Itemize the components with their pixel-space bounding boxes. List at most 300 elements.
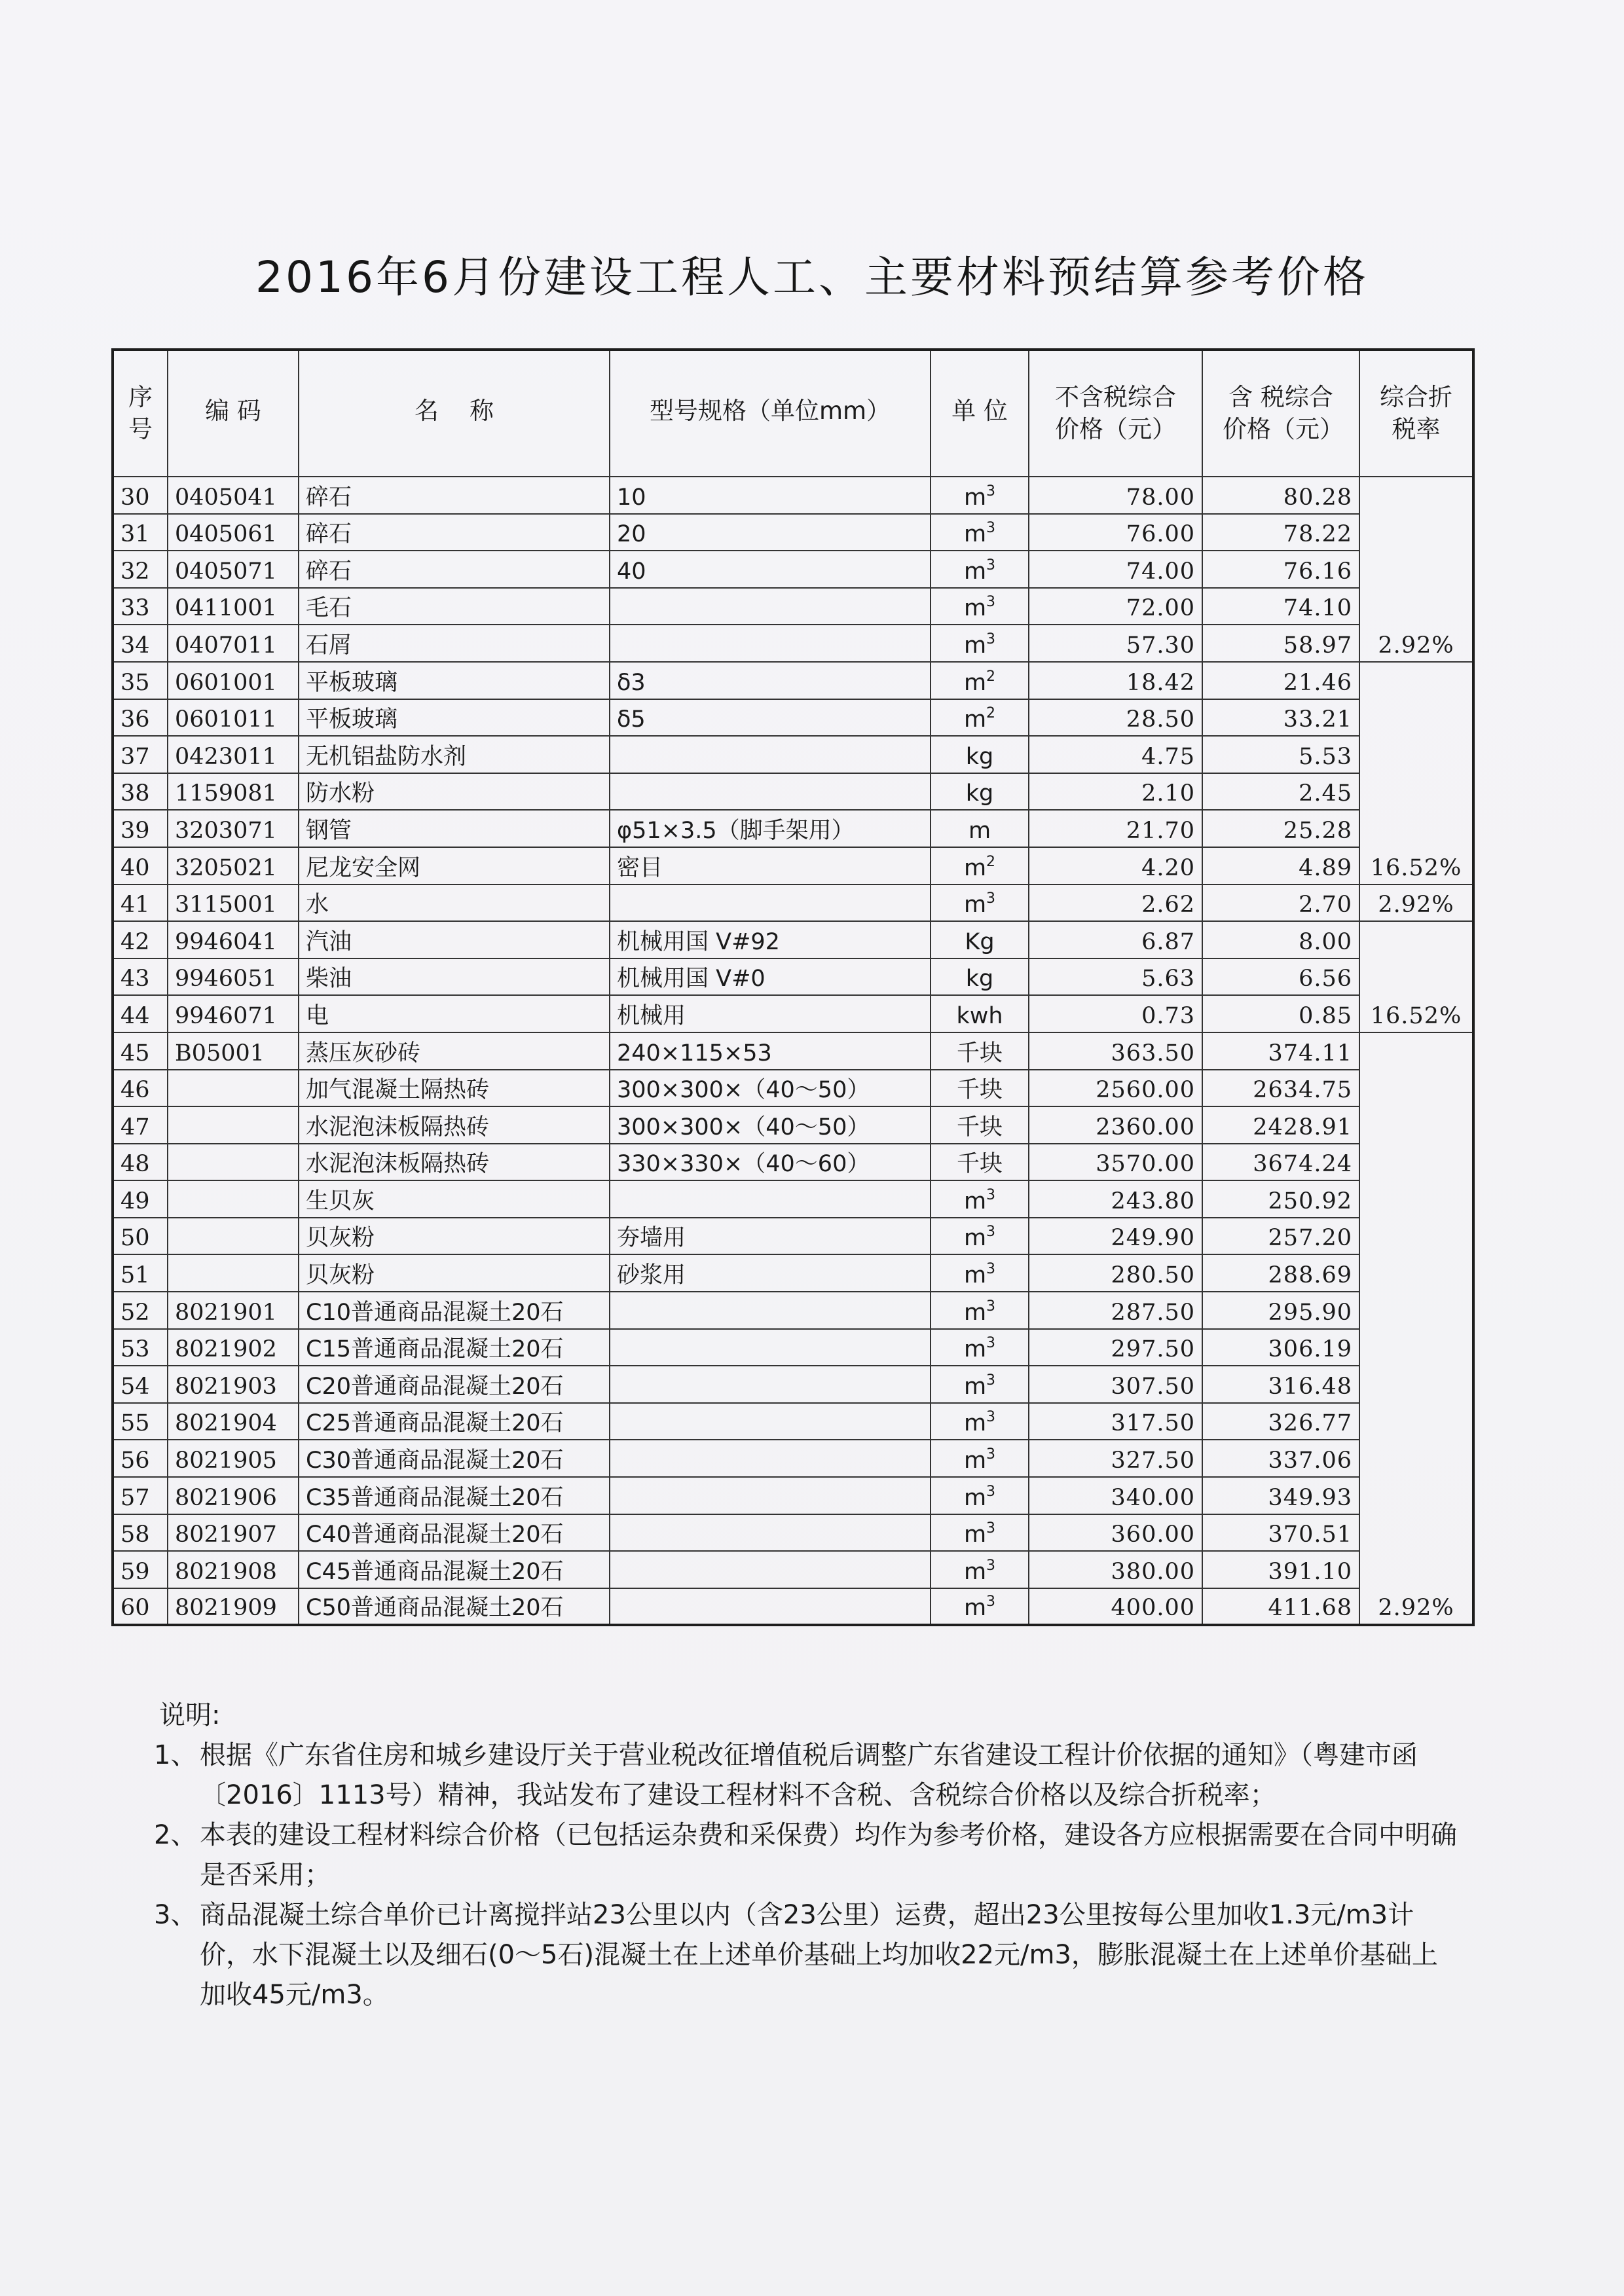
table-row xyxy=(113,1292,1473,1329)
spec-cell: φ51×3.5（脚手架用） xyxy=(610,810,931,847)
table-row xyxy=(113,958,1473,996)
name-cell: C30普通商品混凝土20石 xyxy=(299,1440,610,1477)
price-table xyxy=(111,348,1475,1626)
name-cell: C25普通商品混凝土20石 xyxy=(299,1403,610,1440)
code-cell: 9946041 xyxy=(168,921,299,958)
price-ex-tax-cell: 360.00 xyxy=(1029,1514,1202,1552)
note-item xyxy=(154,1736,1464,1815)
code-cell: 0405041 xyxy=(168,477,299,514)
unit-cell xyxy=(931,1551,1029,1588)
table-header-row xyxy=(113,350,1473,477)
unit-cell xyxy=(931,1070,1029,1107)
code-cell: 8021902 xyxy=(168,1329,299,1366)
name-cell: C45普通商品混凝土20石 xyxy=(299,1551,610,1588)
table-row xyxy=(113,1032,1473,1070)
price-ex-tax-cell: 2.10 xyxy=(1029,773,1202,811)
price-ex-tax-cell: 0.73 xyxy=(1029,995,1202,1032)
unit-cell xyxy=(931,662,1029,699)
unit-cell xyxy=(931,1106,1029,1144)
code-cell: 0405071 xyxy=(168,551,299,588)
name-cell: 毛石 xyxy=(299,588,610,625)
unit-base: 千块 xyxy=(956,1077,1003,1104)
code-cell: 9946051 xyxy=(168,958,299,996)
unit-base: m xyxy=(963,1373,987,1400)
price-ex-tax-cell: 78.00 xyxy=(1029,477,1202,514)
code-cell: 8021903 xyxy=(168,1366,299,1403)
tax-rate-cell: 16.52% xyxy=(1359,921,1473,1032)
notes-heading: 说明: xyxy=(159,1700,221,1730)
table-row xyxy=(113,625,1473,662)
price-ex-tax-cell: 327.50 xyxy=(1029,1440,1202,1477)
unit-cell xyxy=(931,1588,1029,1626)
name-cell: 蒸压灰砂砖 xyxy=(299,1032,610,1070)
table-row xyxy=(113,588,1473,625)
unit-cell xyxy=(931,1366,1029,1403)
unit-cell xyxy=(931,847,1029,884)
code-cell: 1159081 xyxy=(168,773,299,811)
name-cell: C15普通商品混凝土20石 xyxy=(299,1329,610,1366)
tax-rate-cell: 2.92% xyxy=(1359,884,1473,922)
table-row xyxy=(113,1514,1473,1552)
unit-base: m xyxy=(963,1410,987,1437)
price-ex-tax-cell: 4.20 xyxy=(1029,847,1202,884)
price-inc-tax-cell: 25.28 xyxy=(1202,810,1359,847)
unit-superscript: 3 xyxy=(986,1186,996,1203)
code-cell: 0407011 xyxy=(168,625,299,662)
price-ex-tax-cell: 5.63 xyxy=(1029,958,1202,996)
unit-base: m xyxy=(963,1522,987,1548)
name-cell: C10普通商品混凝土20石 xyxy=(299,1292,610,1329)
spec-cell xyxy=(610,1514,931,1552)
unit-cell xyxy=(931,477,1029,514)
name-cell: C50普通商品混凝土20石 xyxy=(299,1588,610,1626)
code-cell: 3203071 xyxy=(168,810,299,847)
note-text: 根据《广东省住房和城乡建设厅关于营业税改征增值税后调整广东省建设工程计价依据的通知》（粤建市函〔2016〕1113号）精神，我站发布了建设工程材料不含税、含税综合价格以及综合折税率； xyxy=(200,1740,1418,1810)
name-cell: 石屑 xyxy=(299,625,610,662)
unit-superscript: 3 xyxy=(986,1409,996,1426)
spec-cell xyxy=(610,736,931,773)
note-text: 商品混凝土综合单价已计离搅拌站23公里以内（含23公里）运费，超出23公里按每公里加收1.3元/m3计价，水下混凝土以及细石(0～5石)混凝土在上述单价基础上均加收22元/m3，膨胀混凝土在上述单价基础上加收45元/m3。 xyxy=(200,1900,1438,2010)
price-inc-tax-cell: 33.21 xyxy=(1202,699,1359,737)
unit-cell xyxy=(931,810,1029,847)
unit-base: m xyxy=(963,1225,987,1252)
unit-cell xyxy=(931,1329,1029,1366)
price-ex-tax-cell: 2.62 xyxy=(1029,884,1202,922)
seq-cell: 50 xyxy=(113,1218,168,1255)
name-cell: 水泥泡沫板隔热砖 xyxy=(299,1144,610,1181)
seq-cell: 56 xyxy=(113,1440,168,1477)
code-cell: 0405061 xyxy=(168,514,299,551)
seq-cell: 45 xyxy=(113,1032,168,1070)
code-cell xyxy=(168,1144,299,1181)
unit-cell xyxy=(931,699,1029,737)
unit-base: m xyxy=(963,1262,987,1289)
spec-cell: 机械用国 V#92 xyxy=(610,921,931,958)
name-cell: 加气混凝土隔热砖 xyxy=(299,1070,610,1107)
unit-base: m xyxy=(963,1595,987,1622)
name-cell: 碎石 xyxy=(299,551,610,588)
code-cell: 8021908 xyxy=(168,1551,299,1588)
note-number: 1、 xyxy=(154,1740,197,1770)
seq-cell: 59 xyxy=(113,1551,168,1588)
price-ex-tax-cell: 4.75 xyxy=(1029,736,1202,773)
name-cell: C35普通商品混凝土20石 xyxy=(299,1477,610,1514)
table-row xyxy=(113,1254,1473,1292)
table-row xyxy=(113,1588,1473,1626)
price-inc-tax-cell: 288.69 xyxy=(1202,1254,1359,1292)
price-inc-tax-cell: 78.22 xyxy=(1202,514,1359,551)
name-cell: 贝灰粉 xyxy=(299,1254,610,1292)
price-ex-tax-cell: 317.50 xyxy=(1029,1403,1202,1440)
code-cell: B05001 xyxy=(168,1032,299,1070)
unit-cell xyxy=(931,921,1029,958)
price-ex-tax-cell: 6.87 xyxy=(1029,921,1202,958)
seq-cell: 43 xyxy=(113,958,168,996)
price-ex-tax-cell: 243.80 xyxy=(1029,1180,1202,1218)
price-inc-tax-cell: 391.10 xyxy=(1202,1551,1359,1588)
price-ex-tax-cell: 297.50 xyxy=(1029,1329,1202,1366)
price-inc-tax-cell: 8.00 xyxy=(1202,921,1359,958)
unit-base: m xyxy=(963,1336,987,1363)
spec-cell: 40 xyxy=(610,551,931,588)
code-cell: 0601001 xyxy=(168,662,299,699)
seq-cell: 35 xyxy=(113,662,168,699)
price-ex-tax-cell: 287.50 xyxy=(1029,1292,1202,1329)
unit-cell xyxy=(931,958,1029,996)
unit-base: m xyxy=(963,484,987,511)
unit-base: 千块 xyxy=(956,1040,1003,1066)
unit-base: m xyxy=(963,595,987,622)
spec-cell xyxy=(610,1329,931,1366)
seq-cell: 39 xyxy=(113,810,168,847)
spec-cell: 10 xyxy=(610,477,931,514)
note-number: 3、 xyxy=(154,1900,197,1930)
seq-cell: 31 xyxy=(113,514,168,551)
price-ex-tax-cell: 280.50 xyxy=(1029,1254,1202,1292)
header-name: 名 称 xyxy=(299,350,610,477)
code-cell: 8021901 xyxy=(168,1292,299,1329)
seq-cell: 53 xyxy=(113,1329,168,1366)
seq-cell: 37 xyxy=(113,736,168,773)
unit-cell xyxy=(931,1218,1029,1255)
name-cell: 平板玻璃 xyxy=(299,699,610,737)
table-row xyxy=(113,662,1473,699)
spec-cell xyxy=(610,588,931,625)
table-row xyxy=(113,884,1473,922)
code-cell: 0601011 xyxy=(168,699,299,737)
seq-cell: 32 xyxy=(113,551,168,588)
seq-cell: 54 xyxy=(113,1366,168,1403)
code-cell xyxy=(168,1254,299,1292)
seq-cell: 38 xyxy=(113,773,168,811)
table-body xyxy=(113,477,1473,1625)
unit-cell xyxy=(931,1292,1029,1329)
price-ex-tax-cell: 72.00 xyxy=(1029,588,1202,625)
spec-cell: 300×300×（40～50） xyxy=(610,1106,931,1144)
name-cell: 碎石 xyxy=(299,514,610,551)
name-cell: 钢管 xyxy=(299,810,610,847)
name-cell: C40普通商品混凝土20石 xyxy=(299,1514,610,1552)
header-spec: 型号规格（单位mm） xyxy=(610,350,931,477)
table-row xyxy=(113,1403,1473,1440)
code-cell xyxy=(168,1070,299,1107)
price-inc-tax-cell: 58.97 xyxy=(1202,625,1359,662)
price-ex-tax-cell: 2360.00 xyxy=(1029,1106,1202,1144)
name-cell: 汽油 xyxy=(299,921,610,958)
name-cell: 碎石 xyxy=(299,477,610,514)
price-ex-tax-cell: 3570.00 xyxy=(1029,1144,1202,1181)
unit-superscript: 3 xyxy=(986,520,996,537)
unit-base: kg xyxy=(965,966,994,993)
unit-superscript: 3 xyxy=(986,1446,996,1463)
spec-cell: δ3 xyxy=(610,662,931,699)
name-cell: 柴油 xyxy=(299,958,610,996)
unit-base: m xyxy=(963,1484,987,1511)
unit-base: m xyxy=(963,669,987,696)
unit-base: kg xyxy=(965,743,994,770)
price-inc-tax-cell: 2.45 xyxy=(1202,773,1359,811)
header-tax-rate: 综合折税率 xyxy=(1359,350,1473,477)
name-cell: 水 xyxy=(299,884,610,922)
seq-cell: 41 xyxy=(113,884,168,922)
code-cell: 8021906 xyxy=(168,1477,299,1514)
note-item xyxy=(154,1895,1464,2015)
price-inc-tax-cell: 250.92 xyxy=(1202,1180,1359,1218)
code-cell xyxy=(168,1218,299,1255)
price-inc-tax-cell: 2634.75 xyxy=(1202,1070,1359,1107)
price-inc-tax-cell: 21.46 xyxy=(1202,662,1359,699)
code-cell: 8021904 xyxy=(168,1403,299,1440)
unit-superscript: 3 xyxy=(986,1335,996,1352)
code-cell: 8021907 xyxy=(168,1514,299,1552)
table-row xyxy=(113,1366,1473,1403)
seq-cell: 48 xyxy=(113,1144,168,1181)
seq-cell: 52 xyxy=(113,1292,168,1329)
price-ex-tax-cell: 363.50 xyxy=(1029,1032,1202,1070)
unit-superscript: 3 xyxy=(986,1224,996,1241)
unit-superscript: 3 xyxy=(986,1483,996,1500)
spec-cell: 240×115×53 xyxy=(610,1032,931,1070)
table-row xyxy=(113,1551,1473,1588)
name-cell: 平板玻璃 xyxy=(299,662,610,699)
unit-base: kg xyxy=(965,780,994,807)
name-cell: 尼龙安全网 xyxy=(299,847,610,884)
header-code: 编 码 xyxy=(168,350,299,477)
table-row xyxy=(113,477,1473,514)
name-cell: 水泥泡沫板隔热砖 xyxy=(299,1106,610,1144)
table-row xyxy=(113,847,1473,884)
price-inc-tax-cell: 257.20 xyxy=(1202,1218,1359,1255)
code-cell xyxy=(168,1180,299,1218)
unit-base: m xyxy=(963,1448,987,1474)
price-ex-tax-cell: 307.50 xyxy=(1029,1366,1202,1403)
seq-cell: 60 xyxy=(113,1588,168,1626)
seq-cell: 34 xyxy=(113,625,168,662)
unit-base: m xyxy=(963,1299,987,1326)
unit-cell xyxy=(931,995,1029,1032)
code-cell: 3115001 xyxy=(168,884,299,922)
unit-cell xyxy=(931,625,1029,662)
price-inc-tax-cell: 76.16 xyxy=(1202,551,1359,588)
unit-cell xyxy=(931,773,1029,811)
table-row xyxy=(113,1180,1473,1218)
unit-cell xyxy=(931,551,1029,588)
unit-superscript: 2 xyxy=(986,705,996,722)
spec-cell: 夯墙用 xyxy=(610,1218,931,1255)
unit-base: m xyxy=(963,1188,987,1214)
unit-superscript: 2 xyxy=(986,668,996,685)
table-row xyxy=(113,1144,1473,1181)
seq-cell: 36 xyxy=(113,699,168,737)
table-row xyxy=(113,773,1473,811)
spec-cell: 机械用国 V#0 xyxy=(610,958,931,996)
price-ex-tax-cell: 400.00 xyxy=(1029,1588,1202,1626)
unit-base: m xyxy=(963,854,987,881)
unit-superscript: 3 xyxy=(986,1372,996,1389)
unit-cell xyxy=(931,1032,1029,1070)
seq-cell: 57 xyxy=(113,1477,168,1514)
price-inc-tax-cell: 2428.91 xyxy=(1202,1106,1359,1144)
code-cell: 0423011 xyxy=(168,736,299,773)
price-inc-tax-cell: 306.19 xyxy=(1202,1329,1359,1366)
price-inc-tax-cell: 374.11 xyxy=(1202,1032,1359,1070)
name-cell: 贝灰粉 xyxy=(299,1218,610,1255)
table-row xyxy=(113,1477,1473,1514)
unit-base: m xyxy=(963,632,987,659)
unit-superscript: 3 xyxy=(986,594,996,611)
price-inc-tax-cell: 337.06 xyxy=(1202,1440,1359,1477)
seq-cell: 44 xyxy=(113,995,168,1032)
price-inc-tax-cell: 411.68 xyxy=(1202,1588,1359,1626)
spec-cell xyxy=(610,1440,931,1477)
header-seq: 序号 xyxy=(113,350,168,477)
table-row xyxy=(113,1440,1473,1477)
unit-cell xyxy=(931,1254,1029,1292)
code-cell xyxy=(168,1106,299,1144)
spec-cell xyxy=(610,1551,931,1588)
page-title: 2016年6月份建设工程人工、主要材料预结算参考价格 xyxy=(255,252,1369,302)
note-item xyxy=(154,1815,1464,1895)
unit-base: 千块 xyxy=(956,1151,1003,1178)
table-row xyxy=(113,699,1473,737)
tax-rate-cell: 2.92% xyxy=(1359,1032,1473,1626)
header-price-ex-tax: 不含税综合价格（元） xyxy=(1029,350,1202,477)
header-unit: 单 位 xyxy=(931,350,1029,477)
code-cell: 0411001 xyxy=(168,588,299,625)
tax-rate-cell: 16.52% xyxy=(1359,662,1473,884)
price-ex-tax-cell: 76.00 xyxy=(1029,514,1202,551)
price-inc-tax-cell: 295.90 xyxy=(1202,1292,1359,1329)
spec-cell xyxy=(610,1366,931,1403)
price-inc-tax-cell: 5.53 xyxy=(1202,736,1359,773)
seq-cell: 51 xyxy=(113,1254,168,1292)
price-ex-tax-cell: 57.30 xyxy=(1029,625,1202,662)
table-row xyxy=(113,514,1473,551)
unit-base: m xyxy=(963,1558,987,1585)
code-cell: 9946071 xyxy=(168,995,299,1032)
code-cell: 8021909 xyxy=(168,1588,299,1626)
unit-cell xyxy=(931,1477,1029,1514)
price-ex-tax-cell: 340.00 xyxy=(1029,1477,1202,1514)
seq-cell: 42 xyxy=(113,921,168,958)
unit-cell xyxy=(931,1514,1029,1552)
seq-cell: 58 xyxy=(113,1514,168,1552)
price-ex-tax-cell: 249.90 xyxy=(1029,1218,1202,1255)
spec-cell: 300×300×（40～50） xyxy=(610,1070,931,1107)
header-price-inc-tax: 含 税综合价格（元） xyxy=(1202,350,1359,477)
seq-cell: 30 xyxy=(113,477,168,514)
seq-cell: 55 xyxy=(113,1403,168,1440)
price-ex-tax-cell: 21.70 xyxy=(1029,810,1202,847)
spec-cell: 机械用 xyxy=(610,995,931,1032)
price-ex-tax-cell: 18.42 xyxy=(1029,662,1202,699)
price-ex-tax-cell: 380.00 xyxy=(1029,1551,1202,1588)
unit-superscript: 3 xyxy=(986,1261,996,1278)
unit-superscript: 3 xyxy=(986,1557,996,1574)
table-row xyxy=(113,1106,1473,1144)
unit-base: m xyxy=(963,521,987,548)
table-row xyxy=(113,1070,1473,1107)
spec-cell: 330×330×（40～60） xyxy=(610,1144,931,1181)
table-row xyxy=(113,551,1473,588)
unit-superscript: 3 xyxy=(986,890,996,907)
spec-cell xyxy=(610,1477,931,1514)
unit-superscript: 2 xyxy=(986,853,996,870)
unit-cell xyxy=(931,1440,1029,1477)
price-inc-tax-cell: 80.28 xyxy=(1202,477,1359,514)
unit-cell xyxy=(931,514,1029,551)
price-inc-tax-cell: 6.56 xyxy=(1202,958,1359,996)
unit-superscript: 3 xyxy=(986,483,996,500)
unit-base: kwh xyxy=(956,1002,1003,1029)
unit-base: m xyxy=(963,892,987,919)
spec-cell xyxy=(610,1588,931,1626)
seq-cell: 46 xyxy=(113,1070,168,1107)
table-row xyxy=(113,995,1473,1032)
unit-cell xyxy=(931,736,1029,773)
price-inc-tax-cell: 326.77 xyxy=(1202,1403,1359,1440)
table-row xyxy=(113,1218,1473,1255)
notes-section xyxy=(154,1696,1464,2015)
code-cell: 8021905 xyxy=(168,1440,299,1477)
spec-cell: 砂浆用 xyxy=(610,1254,931,1292)
seq-cell: 40 xyxy=(113,847,168,884)
price-ex-tax-cell: 28.50 xyxy=(1029,699,1202,737)
seq-cell: 47 xyxy=(113,1106,168,1144)
spec-cell xyxy=(610,884,931,922)
spec-cell: 20 xyxy=(610,514,931,551)
table-row xyxy=(113,736,1473,773)
unit-base: m xyxy=(963,558,987,585)
price-inc-tax-cell: 349.93 xyxy=(1202,1477,1359,1514)
spec-cell: δ5 xyxy=(610,699,931,737)
seq-cell: 33 xyxy=(113,588,168,625)
table-row xyxy=(113,1329,1473,1366)
name-cell: 防水粉 xyxy=(299,773,610,811)
unit-cell xyxy=(931,884,1029,922)
price-ex-tax-cell: 2560.00 xyxy=(1029,1070,1202,1107)
spec-cell xyxy=(610,625,931,662)
unit-cell xyxy=(931,1403,1029,1440)
spec-cell xyxy=(610,1292,931,1329)
name-cell: C20普通商品混凝土20石 xyxy=(299,1366,610,1403)
name-cell: 生贝灰 xyxy=(299,1180,610,1218)
unit-base: m xyxy=(968,817,991,844)
table-row xyxy=(113,921,1473,958)
table-row xyxy=(113,810,1473,847)
spec-cell xyxy=(610,1403,931,1440)
price-inc-tax-cell: 316.48 xyxy=(1202,1366,1359,1403)
